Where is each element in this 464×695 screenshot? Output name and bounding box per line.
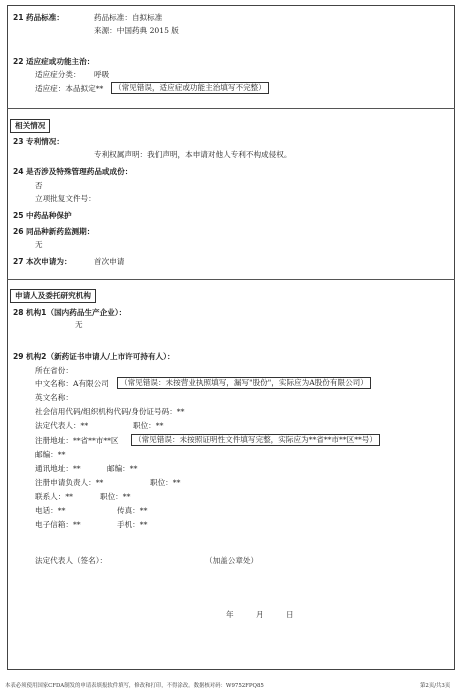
item-26-title: 同品种新药监测期： xyxy=(26,227,95,236)
patent-statement: 专利权属声明：我们声明，本申请对他人专利不构成侵权。 xyxy=(94,150,292,159)
province-label: 所在省份： xyxy=(35,366,73,375)
contact-person: 联系人：** xyxy=(35,492,73,501)
item-23-title: 专利情况： xyxy=(26,137,64,146)
item-26-number: 26 xyxy=(13,227,24,236)
item-27-number: 27 xyxy=(13,257,24,266)
contact-position: 职位：** xyxy=(100,492,131,501)
item-24-title: 是否涉及特殊管理药品或成份： xyxy=(26,167,133,176)
section-divider xyxy=(7,279,455,280)
drug-standard-source: 来源：中国药典 2015 版 xyxy=(94,26,179,35)
postcode: 邮编：** xyxy=(35,450,66,459)
fax: 传真：** xyxy=(117,506,148,515)
form-frame xyxy=(7,5,455,670)
indication-category-value: 呼吸 xyxy=(94,70,110,79)
section-divider xyxy=(7,108,455,109)
seal-placeholder: （加盖公章处） xyxy=(205,556,259,565)
item-28-title: 机构1（国内药品生产企业）： xyxy=(26,308,127,317)
date-year: 年 xyxy=(226,610,234,619)
item-27-title: 本次申请为： xyxy=(26,257,72,266)
applicant-section-header: 申请人及委托研究机构 xyxy=(10,289,96,303)
legal-representative-position: 职位：** xyxy=(133,421,164,430)
signature-label: 法定代表人（签名）： xyxy=(35,556,108,565)
item-23-number: 23 xyxy=(13,137,24,146)
email: 电子信箱：** xyxy=(35,520,81,529)
date-month: 月 xyxy=(256,610,264,619)
special-drug-value: 否 xyxy=(35,181,43,190)
item-22-number: 22 xyxy=(13,57,24,66)
indication-value: 适应症：本品拟定** xyxy=(35,84,104,93)
item-24-number: 24 xyxy=(13,167,24,176)
drug-standard-value: 药品标准：自拟标准 xyxy=(94,13,163,22)
chinese-name-error-note: （常见错误：未按营业执照填写，漏写"股份"，实际应为A股份有限公司） xyxy=(117,377,371,389)
address-error-note: （常见错误：未按照证明性文件填写完整，实际应为**省**市**区**号） xyxy=(131,434,380,446)
date-day: 日 xyxy=(286,610,294,619)
item-21-number: 21 xyxy=(13,13,24,22)
item-29-number: 29 xyxy=(13,352,24,361)
mobile: 手机：** xyxy=(117,520,148,529)
mailing-address: 通讯地址：** xyxy=(35,464,81,473)
application-type-value: 首次申请 xyxy=(94,257,125,266)
phone: 电话：** xyxy=(35,506,66,515)
item-21-title: 药品标准： xyxy=(26,13,64,22)
related-section-header: 相关情况 xyxy=(10,119,50,133)
item-25-number: 25 xyxy=(13,211,24,220)
monitoring-period-value: 无 xyxy=(35,240,43,249)
page-number: 第2页/共3页 xyxy=(420,683,451,689)
registered-address: 注册地址：**省**市**区 xyxy=(35,436,119,445)
indication-category-label: 适应症分类： xyxy=(35,70,81,79)
english-name-label: 英文名称： xyxy=(35,393,73,402)
item-22-title: 适应症或功能主治： xyxy=(26,57,95,66)
registration-person-position: 职位：** xyxy=(150,478,181,487)
item-28-number: 28 xyxy=(13,308,24,317)
chinese-name: 中文名称：A有限公司 xyxy=(35,379,109,388)
item-29-title: 机构2（新药证书申请人/上市许可持有人）： xyxy=(26,352,175,361)
legal-representative: 法定代表人：** xyxy=(35,421,89,430)
institution1-value: 无 xyxy=(75,320,83,329)
registration-applicant-person: 注册申请负责人：** xyxy=(35,478,104,487)
mailing-postcode: 邮编：** xyxy=(107,464,138,473)
indication-error-note: （常见错误，适应症或功能主治填写不完整） xyxy=(111,82,269,94)
item-25-title: 中药品种保护 xyxy=(26,211,72,220)
approval-doc-label: 立项批复文件号： xyxy=(35,194,96,203)
credit-code: 社会信用代码/组织机构代码/身份证号码：** xyxy=(35,407,185,416)
footer-note: 本表必须使用国家CFDA制发的申请表填报软件填写，修改和打印，不得涂改。数据核对码：W9752FPQ85 xyxy=(5,683,264,689)
